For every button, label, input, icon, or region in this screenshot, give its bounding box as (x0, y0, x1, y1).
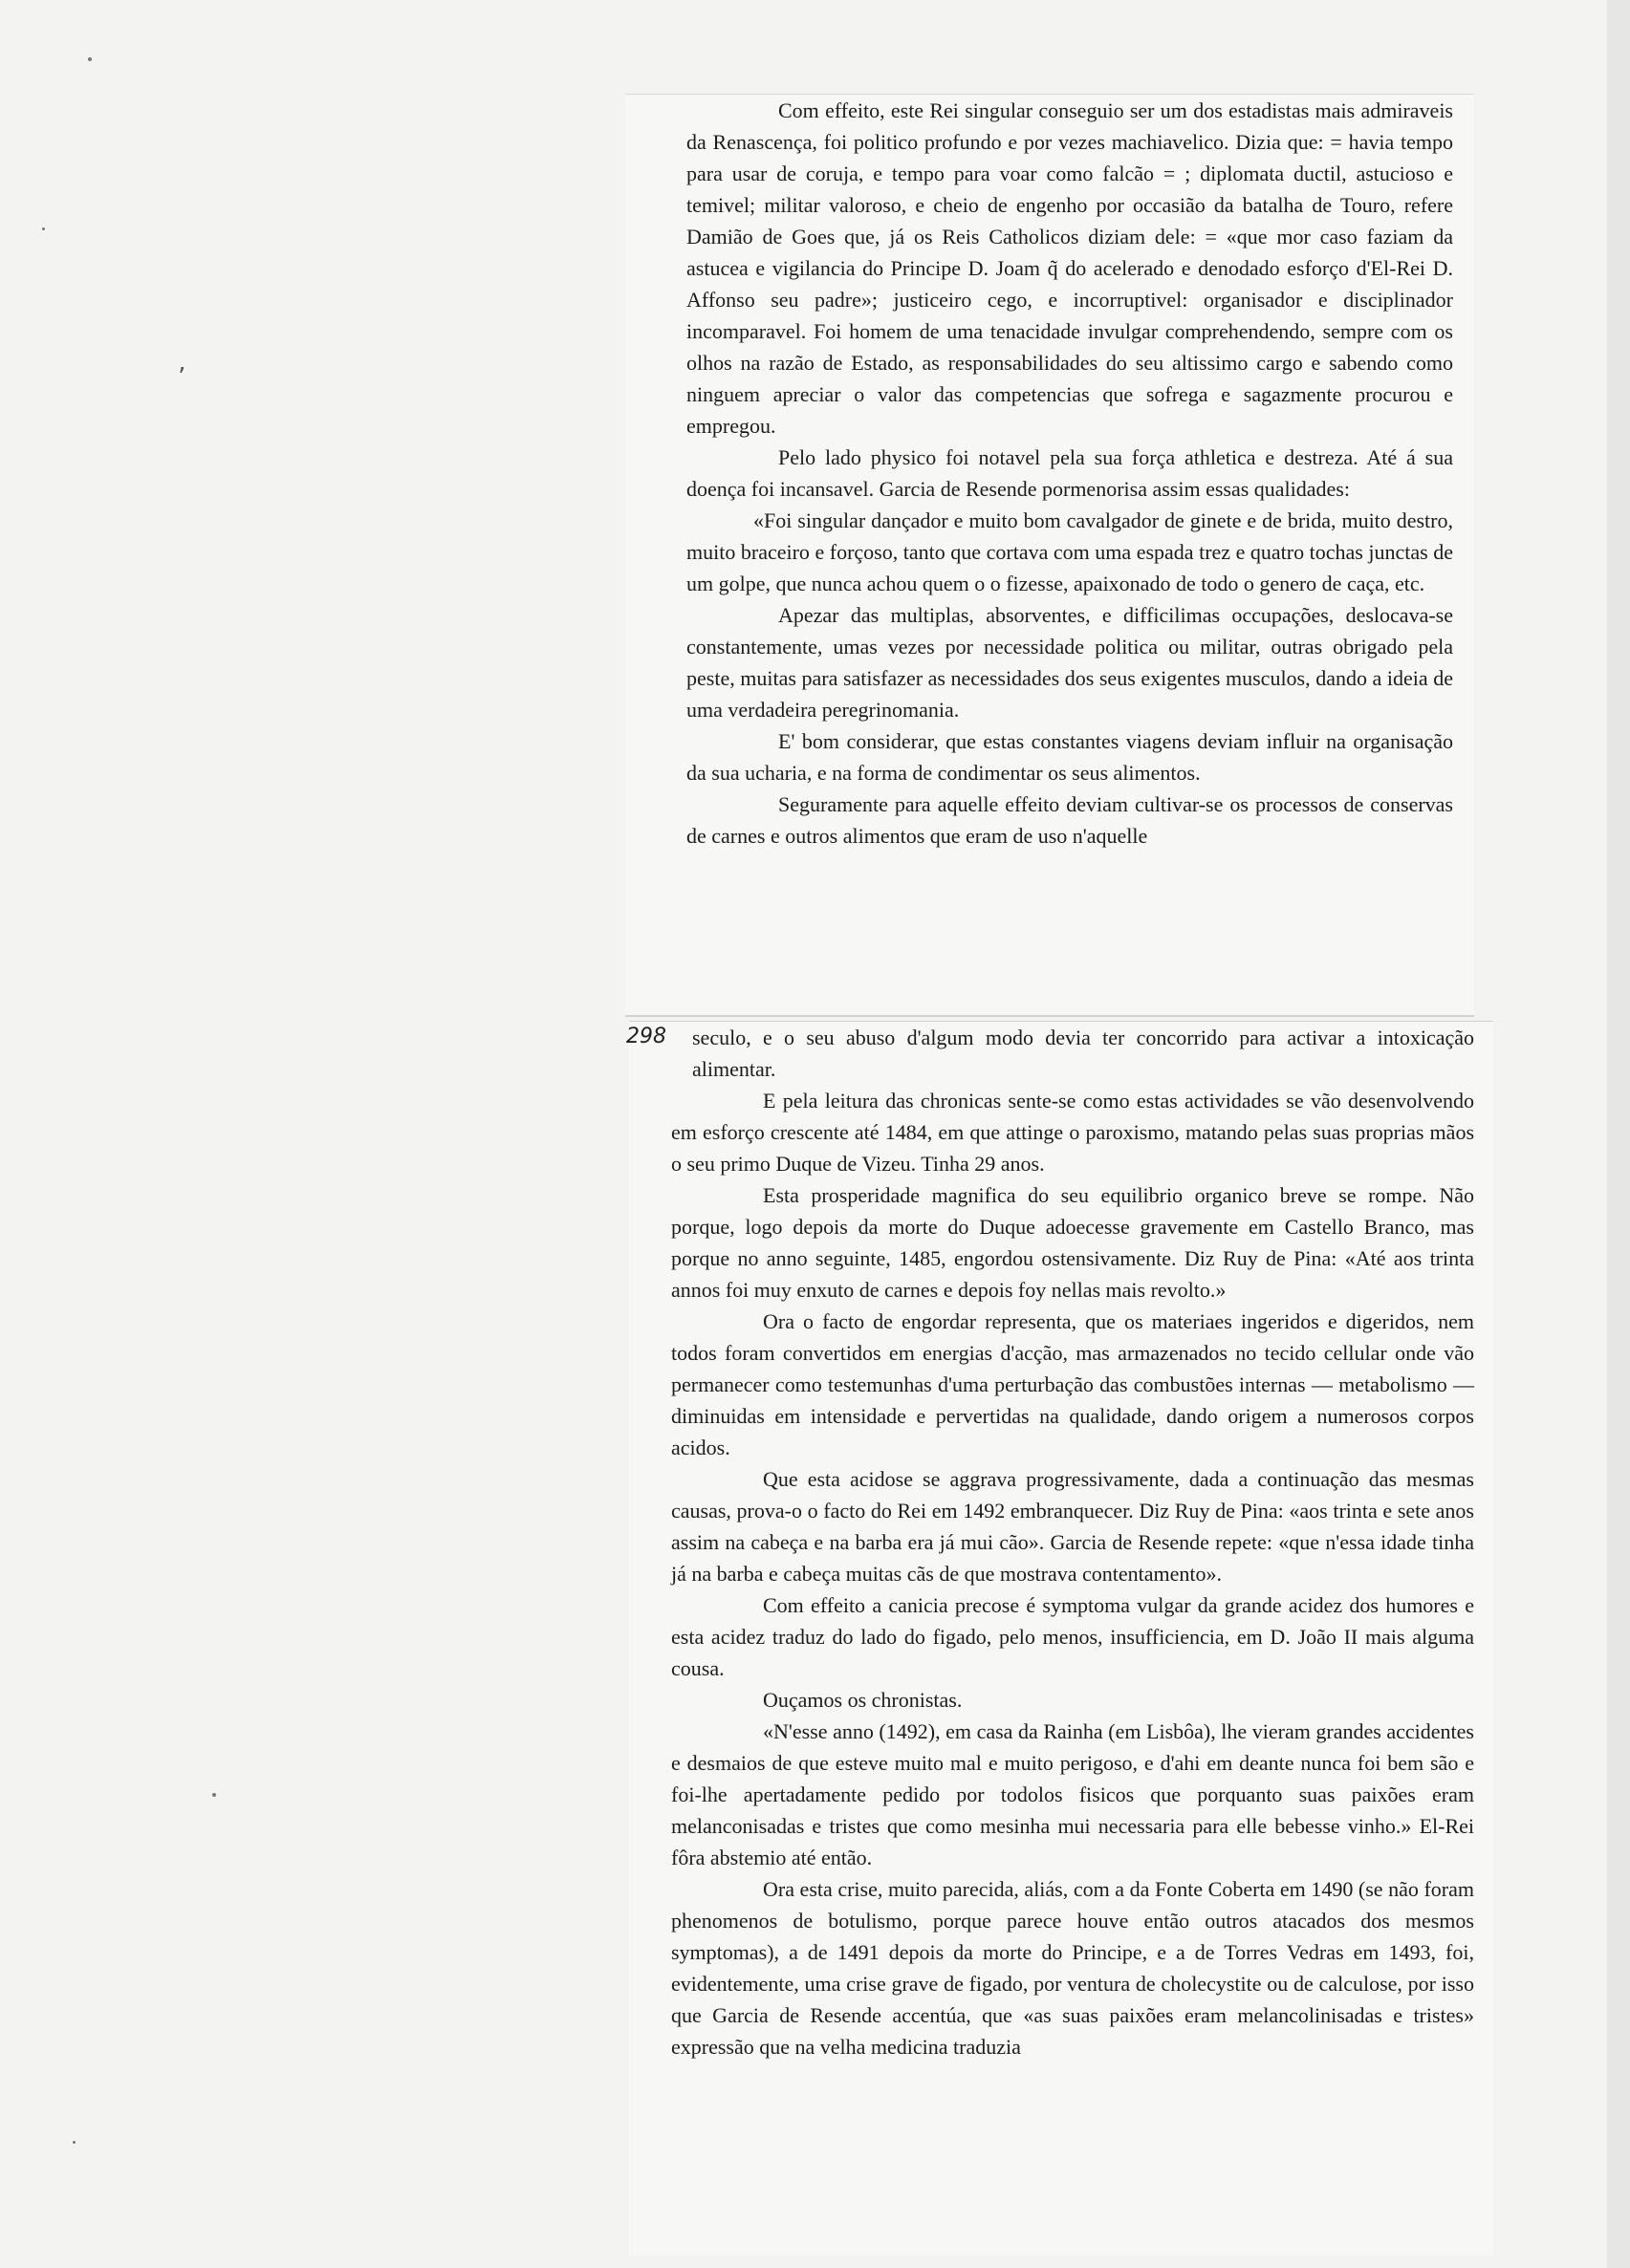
speck (88, 57, 92, 61)
handwritten-page-number: 298 (626, 1025, 666, 1048)
paragraph: Com effeito a canicia precose é symptoma vulgar da grande acidez dos humores e esta acidez traduz do lado do figado, pelo menos, insufficiencia, em D. João II mais alguma cousa. (671, 1593, 1474, 1680)
paragraph: Seguramente para aquelle effeito deviam cultivar-se os processos de conservas de carnes e outros alimentos que eram de uso n'aquelle (686, 792, 1453, 848)
paragraph: seculo, e o seu abuso d'algum modo devia ter concorrido para activar a intoxicação alimentar. (692, 1026, 1474, 1081)
paragraph: Com effeito, este Rei singular conseguio ser um dos estadistas mais admiraveis da Renascença, foi politico profundo e por vezes machiavelico. Dizia que: = havia tempo para usar de coruja, e tempo para voar como falcão = ; diplomata ductil, astucioso e temivel; militar valoroso, e cheio de engenho por occasião da batalha de Touro, refere Damião de Goes que, já os Reis Catholicos diziam dele: = «que mor caso faziam da astucea e vigilancia do Principe D. Joam q̃ do acelerado e denodado esforço d'El-Rei D. Affonso seu padre»; justiceiro cego, e incorruptivel: organisador e disciplinador incomparavel. Foi homem de uma tenacidade invulgar comprehendendo, sempre com os olhos na razão de Estado, as responsabilidades do seu altissimo cargo e sabendo como ninguem apreciar o valor das competencias que sofrega e sagazmente procurou e empregou. (686, 98, 1453, 438)
top-text-clipping (625, 94, 1474, 1017)
quote-paragraph: «N'esse anno (1492), em casa da Rainha (em Lisbôa), lhe vieram grandes accidentes e desmaios de que esteve muito mal e muito perigoso, e d'ahi em deante nunca foi bem são e foi-lhe apertadamente pedido por todolos fisicos que porquanto suas paixões eram melanconisadas e tristes que como mesinha mui necessaria para elle bebesse vinho.» El-Rei fôra abstemio até então. (671, 1719, 1474, 1869)
paragraph: Apezar das multiplas, absorventes, e difficilimas occupações, deslocava-se constantemente, umas vezes por necessidade politica ou militar, outras obrigado pela peste, muitas para satisfazer as necessidades dos seus exigentes musculos, dando a ideia de uma verdadeira peregrinomania. (686, 603, 1453, 722)
paragraph: E' bom considerar, que estas constantes viagens deviam influir na organisação da sua ucharia, e na forma de condimentar os seus alimentos. (686, 729, 1453, 785)
paragraph: Ouçamos os chronistas. (763, 1688, 963, 1712)
page-edge (1607, 0, 1630, 2268)
paragraph: Ora o facto de engordar representa, que os materiaes ingeridos e digeridos, nem todos foram convertidos em energias d'acção, mas armazenados no tecido cellular onde vão permanecer como testemunhas d'uma perturbação das combustões internas — metabolismo — diminuidas em intensidade e pervertidas na qualidade, dando origem a numerosos corpos acidos. (671, 1309, 1474, 1459)
paragraph: E pela leitura das chronicas sente-se como estas actividades se vão desenvolvendo em esforço crescente até 1484, em que attinge o paroxismo, matando pelas suas proprias mãos o seu primo Duque de Vizeu. Tinha 29 anos. (671, 1089, 1474, 1176)
speck (212, 1793, 216, 1797)
pen-mark: ’ (178, 363, 186, 392)
paragraph: Pelo lado physico foi notavel pela sua força athletica e destreza. Até á sua doença foi incansavel. Garcia de Resende pormenorisa assim essas qualidades: (686, 445, 1453, 501)
quote-paragraph: «Foi singular dançador e muito bom cavalgador de ginete e de brida, muito destro, muito braceiro e forçoso, tanto que cortava com uma espada trez e quatro tochas junctas de um golpe, que nunca achou quem o o fizesse, apaixonado de todo o genero de caça, etc. (686, 508, 1453, 595)
paragraph: Que esta acidose se aggrava progressivamente, dada a continuação das mesmas causas, prova-o o facto do Rei em 1492 embranquecer. Diz Ruy de Pina: «aos trinta e sete anos assim na cabeça e na barba era já mui cão». Garcia de Resende repete: «que n'essa idade tinha já na barba e cabeça muitas cãs de que mostrava contentamento». (671, 1467, 1474, 1586)
speck (73, 2141, 76, 2144)
bottom-text-clipping (629, 1021, 1493, 2256)
speck (42, 227, 45, 230)
paragraph: Ora esta crise, muito parecida, aliás, com a da Fonte Coberta em 1490 (se não foram phenomenos de botulismo, porque parece houve então outros atacados dos mesmos symptomas), a de 1491 depois da morte do Principe, e a de Torres Vedras em 1493, foi, evidentemente, uma crise grave de figado, por ventura de cholecystite ou de calculose, por isso que Garcia de Resende accentúa, que «as suas paixões eram melancolinisadas e tristes» expressão que na velha medicina traduzia (671, 1877, 1474, 2059)
paragraph: Esta prosperidade magnifica do seu equilibrio organico breve se rompe. Não porque, logo depois da morte do Duque adoecesse gravemente em Castello Branco, mas porque no anno seguinte, 1485, engordou ostensivamente. Diz Ruy de Pina: «Até aos trinta annos foi muy enxuto de carnes e depois foy nellas mais revolto.» (671, 1183, 1474, 1302)
